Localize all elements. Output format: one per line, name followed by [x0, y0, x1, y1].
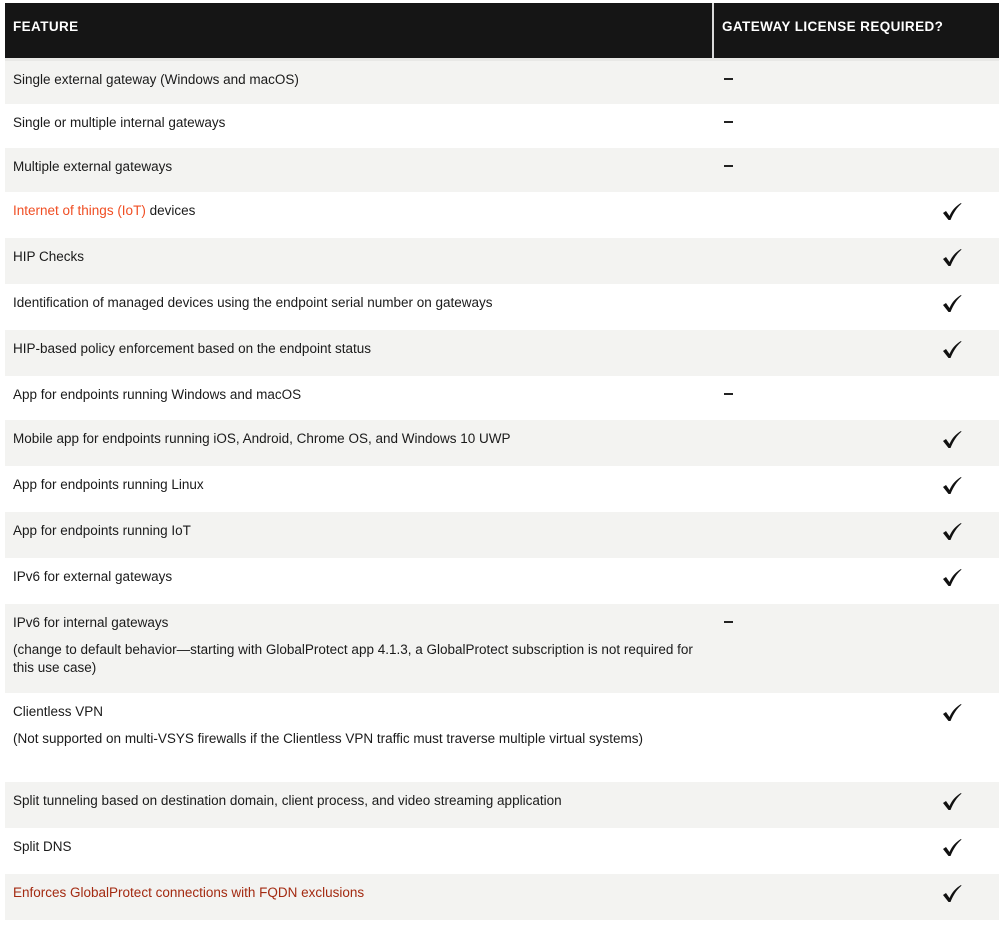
- table-row: [5, 420, 999, 466]
- check-icon: [941, 339, 963, 361]
- table-row: [5, 61, 999, 104]
- check-icon: [941, 567, 963, 589]
- table-row: [5, 512, 999, 558]
- check-cell: [716, 693, 999, 782]
- check-cell: [716, 238, 999, 284]
- dash-icon: [724, 121, 733, 123]
- check-icon: [941, 247, 963, 269]
- table-row: [5, 376, 999, 420]
- feature-text: Split DNS: [13, 839, 72, 854]
- header-license-required: GATEWAY LICENSE REQUIRED?: [722, 19, 944, 34]
- table-row: [5, 693, 999, 782]
- feature-text: Multiple external gateways: [13, 159, 173, 174]
- check-cell: [716, 420, 999, 466]
- table-row: [5, 782, 999, 828]
- feature-text: Split tunneling based on destination domain, client process, and video streaming application: [13, 793, 562, 808]
- feature-note: (Not supported on multi-VSYS firewalls if the Clientless VPN traffic must traverse multiple virtual systems): [13, 731, 643, 746]
- feature-text: App for endpoints running IoT: [13, 523, 191, 538]
- check-icon: [941, 201, 963, 223]
- table-header: [5, 3, 999, 58]
- table-row: [5, 284, 999, 330]
- table-row: [5, 466, 999, 512]
- check-cell: [716, 466, 999, 512]
- table-row: [5, 330, 999, 376]
- table-row: [5, 874, 999, 920]
- table-row: [5, 104, 999, 148]
- check-icon: [941, 293, 963, 315]
- fqdn-exclusions-link[interactable]: Enforces GlobalProtect connections with FQDN exclusions: [13, 885, 365, 900]
- table-row: [5, 604, 999, 693]
- table-row: [5, 238, 999, 284]
- check-cell: [716, 284, 999, 330]
- check-icon: [941, 883, 963, 905]
- check-cell: [716, 782, 999, 828]
- check-icon: [941, 791, 963, 813]
- check-cell: [716, 192, 999, 238]
- dash-icon: [724, 78, 733, 80]
- feature-text: App for endpoints running Windows and macOS: [13, 387, 302, 402]
- feature-text: HIP-based policy enforcement based on the endpoint status: [13, 341, 371, 356]
- dash-icon: [724, 165, 733, 167]
- feature-note: (change to default behavior—starting with GlobalProtect app 4.1.3, a GlobalProtect subscription is not required for this use case): [13, 642, 693, 675]
- table-row: [5, 558, 999, 604]
- dash-icon: [724, 393, 733, 395]
- table-row: [5, 148, 999, 192]
- feature-text: Clientless VPN: [13, 704, 104, 719]
- check-cell: [716, 874, 999, 920]
- dash-icon: [724, 621, 733, 623]
- feature-text: Identification of managed devices using the endpoint serial number on gateways: [13, 295, 493, 310]
- feature-text: devices: [145, 203, 196, 218]
- table-row: [5, 828, 999, 874]
- check-cell: [716, 558, 999, 604]
- check-icon: [941, 521, 963, 543]
- feature-text: IPv6 for internal gateways: [13, 615, 169, 630]
- license-table: [5, 3, 999, 920]
- feature-text: Single external gateway (Windows and macOS): [13, 72, 299, 87]
- header-feature: FEATURE: [5, 3, 714, 58]
- feature-text: HIP Checks: [13, 249, 85, 264]
- check-cell: [716, 828, 999, 874]
- table-row: [5, 192, 999, 238]
- check-icon: [941, 702, 963, 724]
- check-cell: [716, 330, 999, 376]
- feature-text: Mobile app for endpoints running iOS, Android, Chrome OS, and Windows 10 UWP: [13, 431, 511, 446]
- check-icon: [941, 429, 963, 451]
- check-icon: [941, 475, 963, 497]
- feature-text: App for endpoints running Linux: [13, 477, 204, 492]
- check-icon: [941, 837, 963, 859]
- check-cell: [716, 512, 999, 558]
- iot-link[interactable]: Internet of things (IoT): [13, 203, 146, 218]
- feature-text: IPv6 for external gateways: [13, 569, 173, 584]
- feature-text: Single or multiple internal gateways: [13, 115, 226, 130]
